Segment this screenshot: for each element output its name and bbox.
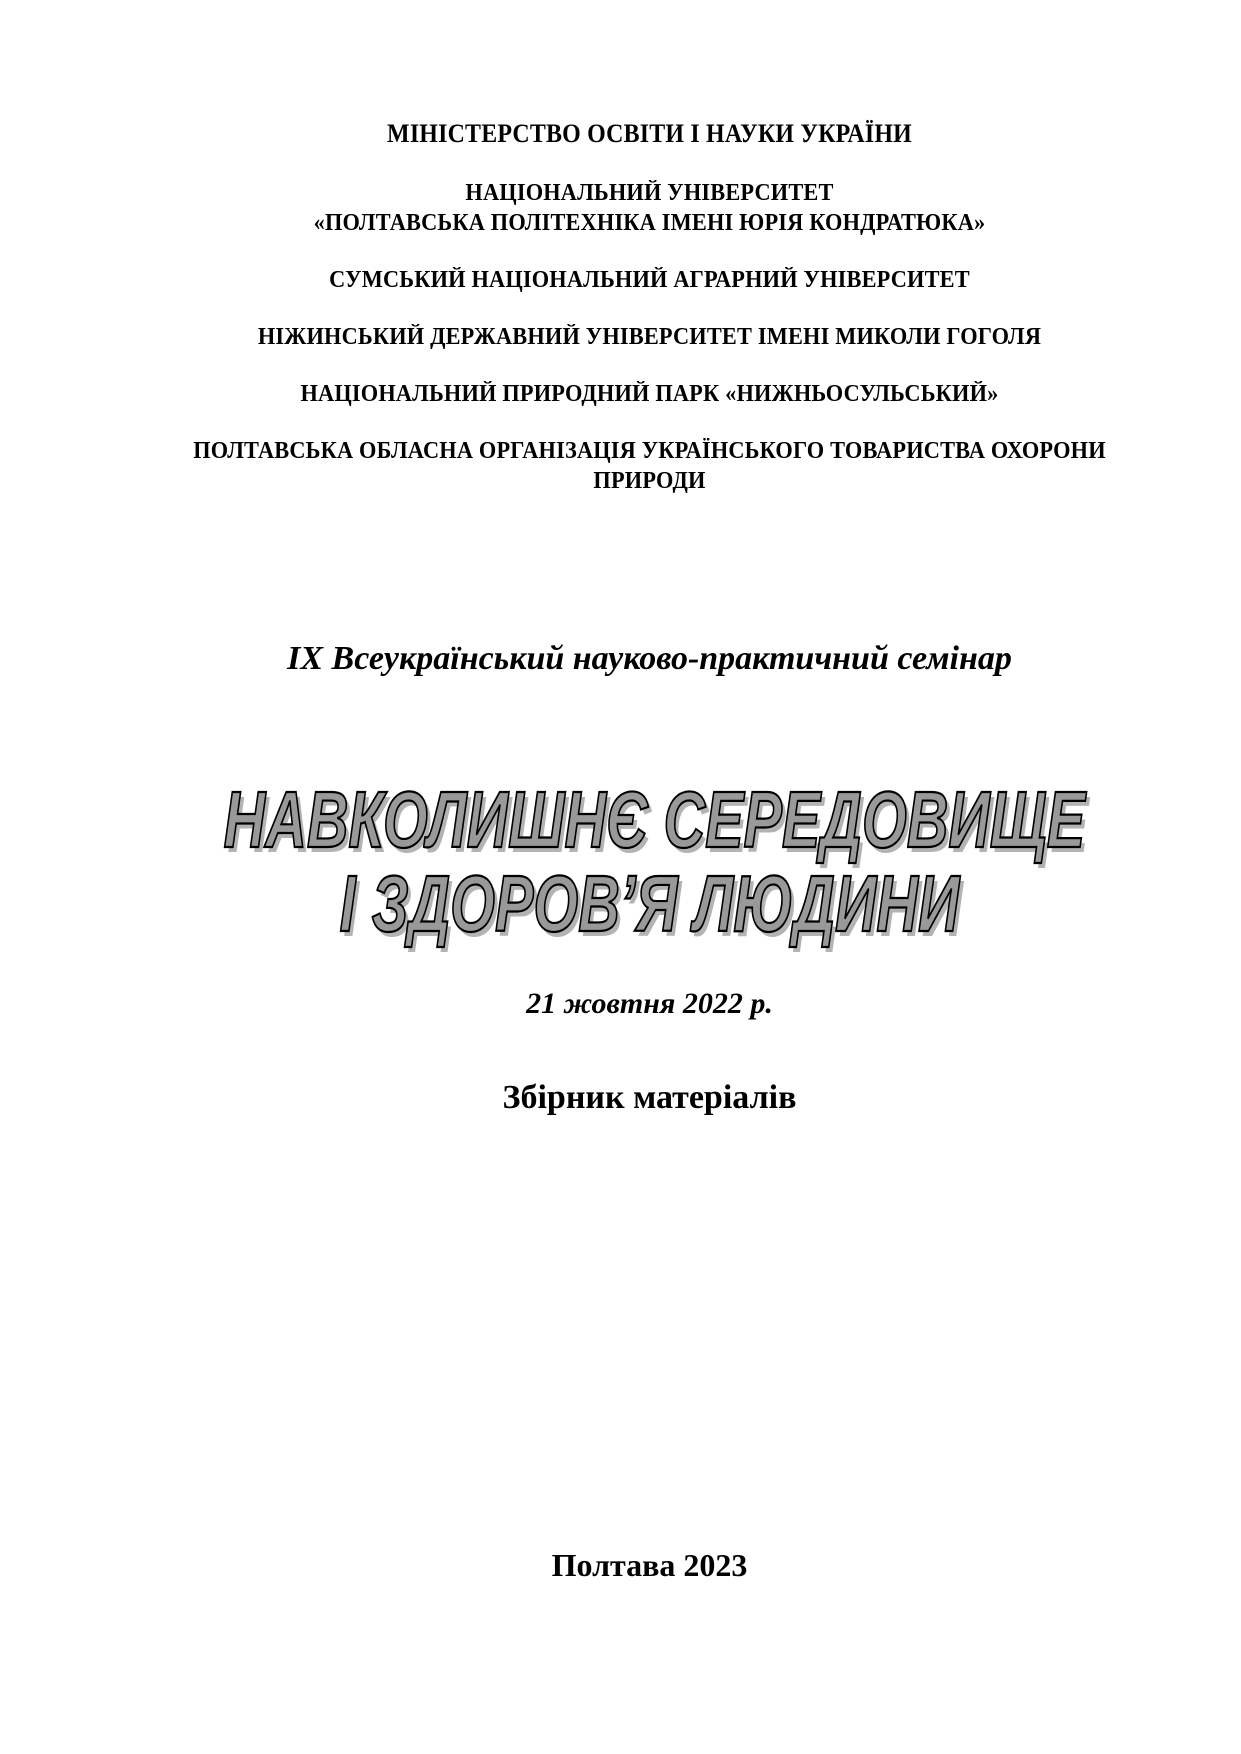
main-title	[58, 775, 1241, 948]
seminar-subtitle: ІХ Всеукраїнський науково-практичний семінар	[287, 640, 1012, 677]
collection-subtitle: Збірник матеріалів	[502, 1079, 797, 1116]
footer-city-year: Полтава 2023	[551, 1547, 748, 1583]
organization-line: НАЦІОНАЛЬНИЙ УНІВЕРСИТЕТ	[465, 180, 834, 206]
main-title-line-2: І ЗДОРОВ’Я ЛЮДИНИ	[339, 859, 960, 948]
organization-polytechnic	[99, 178, 1199, 238]
organization-line: ПОЛТАВСЬКА ОБЛАСНА ОРГАНІЗАЦІЯ УКРАЇНСЬКОГО ТОВАРИСТВА ОХОРОНИ ПРИРОДИ	[193, 438, 1106, 494]
organization-line: НАЦІОНАЛЬНИЙ ПРИРОДНИЙ ПАРК «НИЖНЬОСУЛЬСЬКИЙ»	[300, 381, 999, 407]
main-title-line-1: НАВКОЛИШНЄ СЕРЕДОВИЩЕ	[223, 775, 1086, 864]
organization-nizhyn	[99, 322, 1199, 352]
organization-national-park	[99, 379, 1199, 409]
event-date: 21 жовтня 2022 р.	[526, 987, 773, 1020]
organization-line: «ПОЛТАВСЬКА ПОЛІТЕХНІКА ІМЕНІ ЮРІЯ КОНДРАТЮКА»	[313, 210, 986, 236]
organization-nature-protection-society	[99, 436, 1199, 496]
organization-line: НІЖИНСЬКИЙ ДЕРЖАВНИЙ УНІВЕРСИТЕТ ІМЕНІ МИКОЛИ ГОГОЛЯ	[257, 324, 1042, 350]
organization-sumy	[99, 265, 1199, 295]
ministry-heading: МІНІСТЕРСТВО ОСВІТИ І НАУКИ УКРАЇНИ	[387, 119, 912, 148]
organization-line: СУМСЬКИЙ НАЦІОНАЛЬНИЙ АГРАРНИЙ УНІВЕРСИТЕТ	[329, 267, 970, 293]
